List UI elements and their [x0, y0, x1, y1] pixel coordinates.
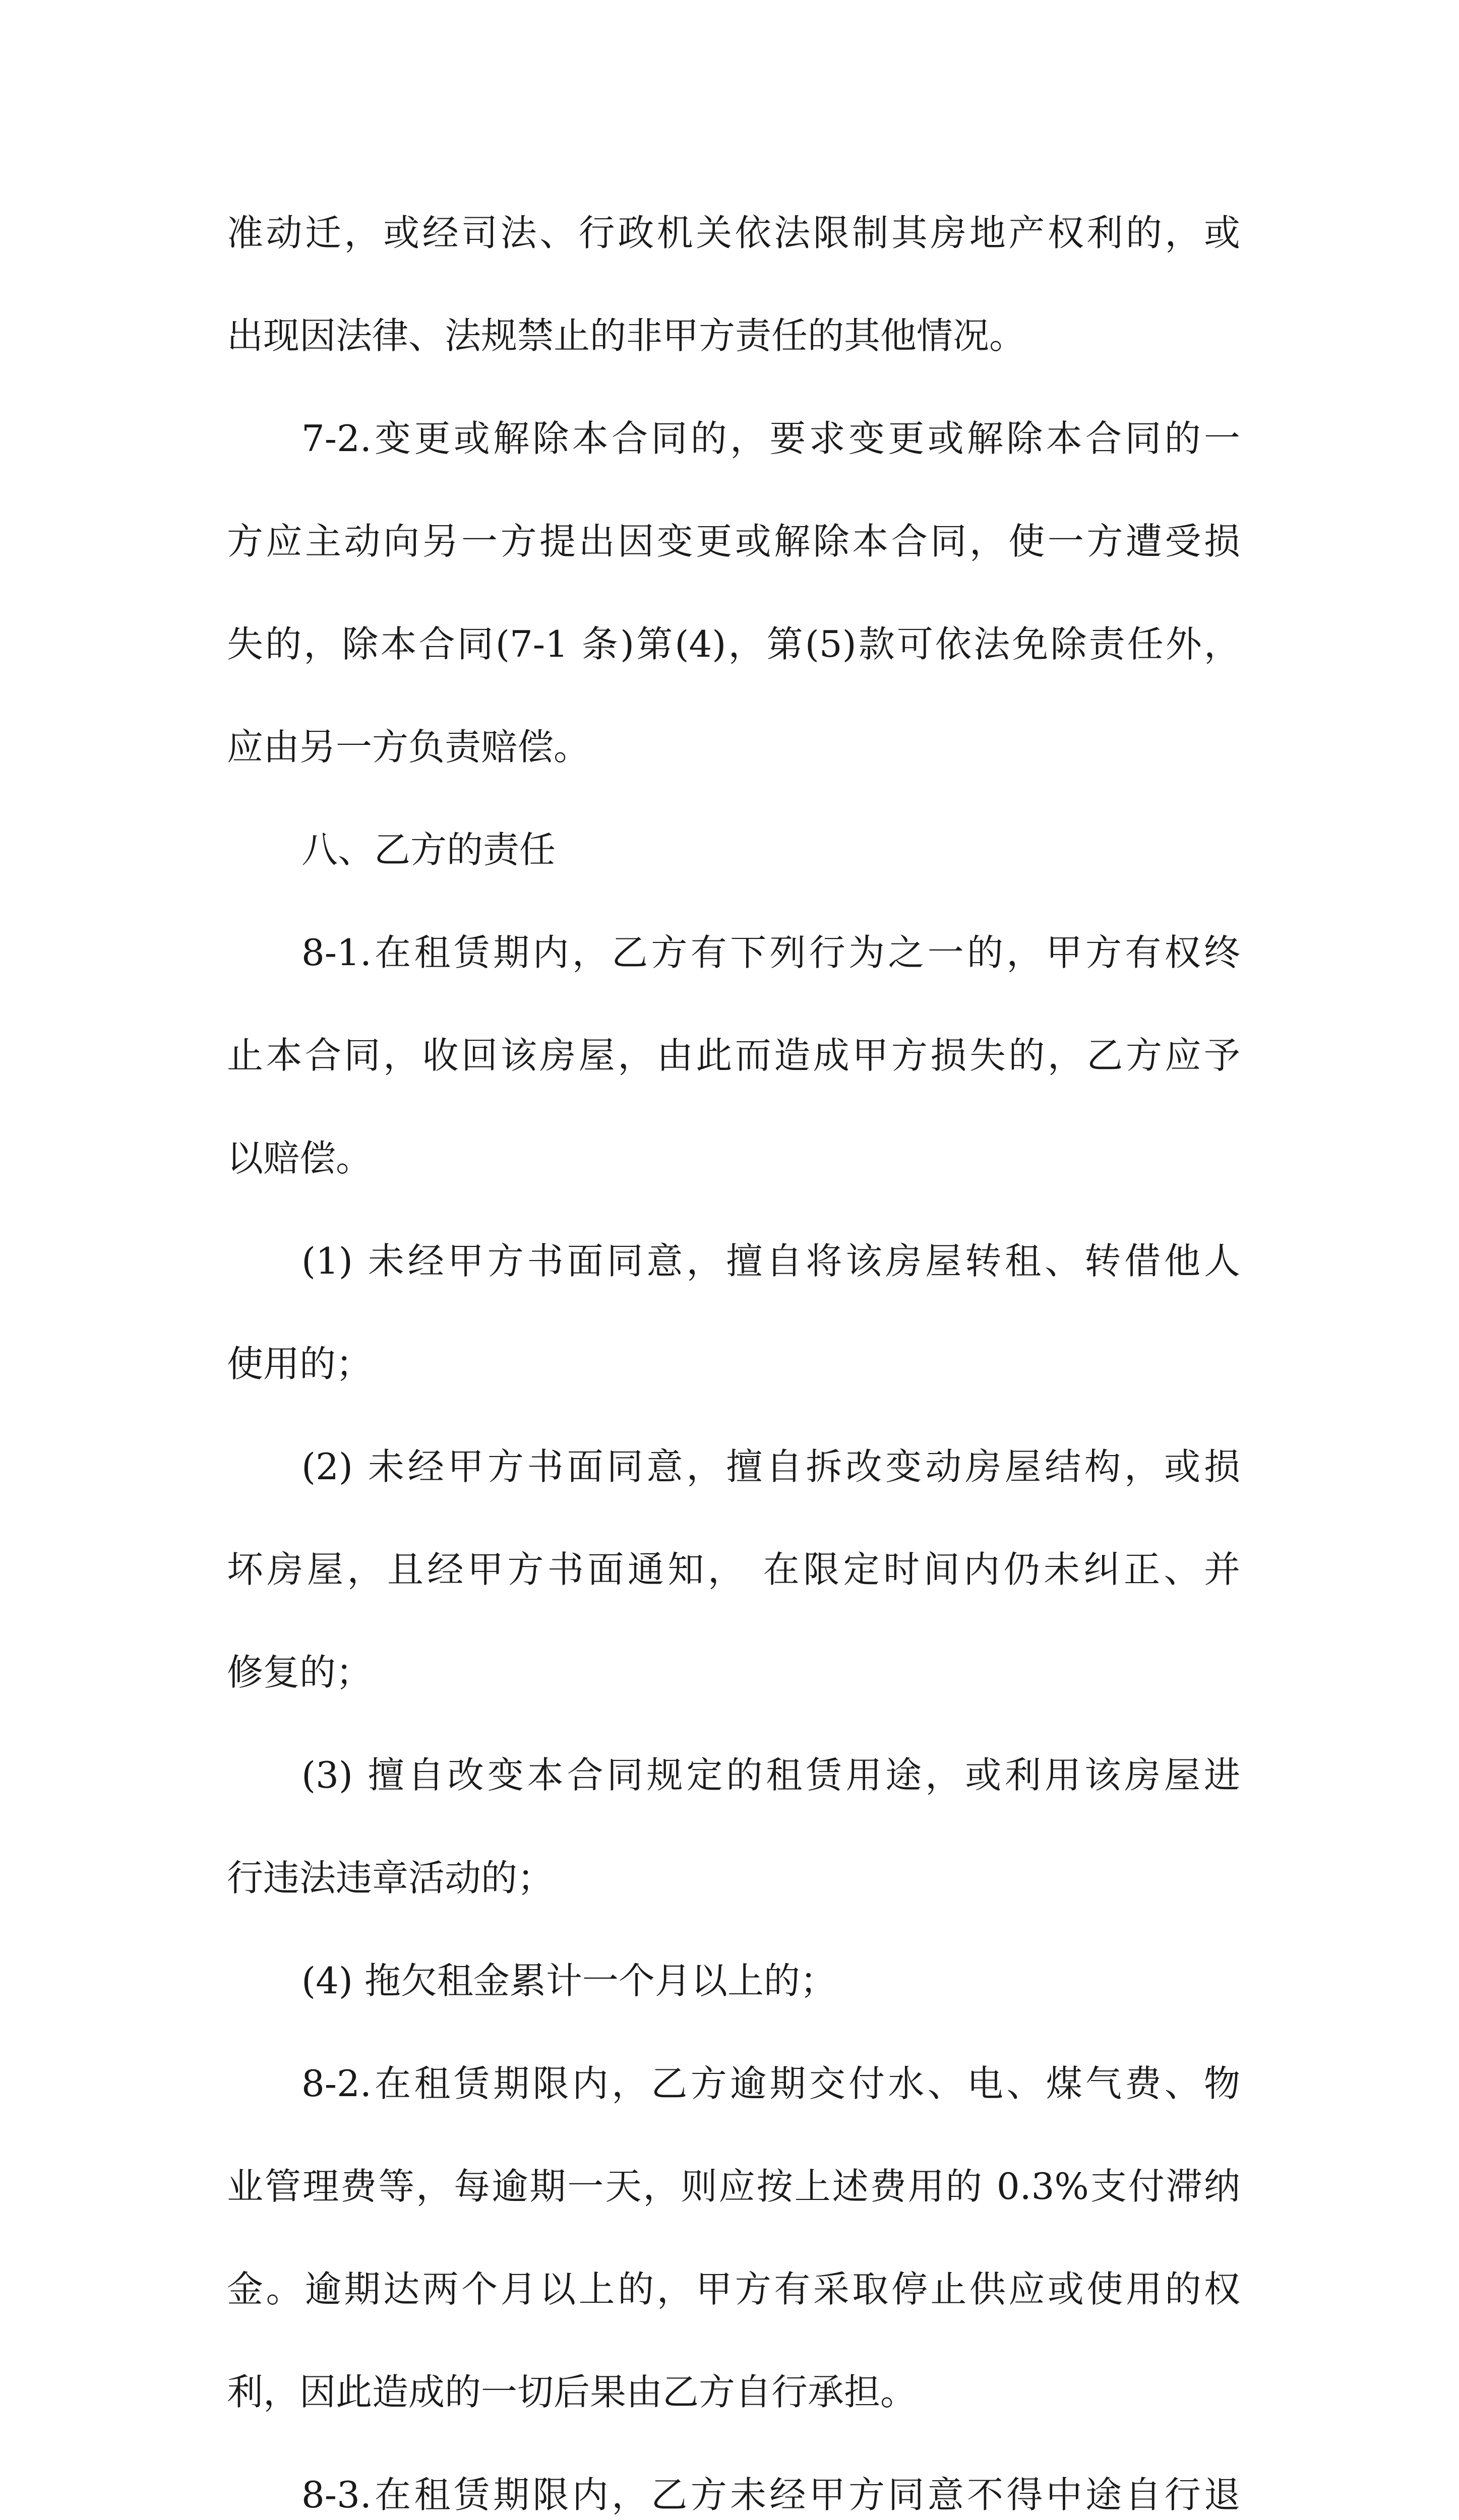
text-line: 8-1.在租赁期内，乙方有下列行为之一的，甲方有权终 — [301, 931, 1240, 974]
text-line: 失的，除本合同(7-1 条)第(4)，第(5)款可依法免除责任外， — [227, 623, 1240, 665]
list-item: (4) 拖欠租金累计一个月以上的； — [301, 1960, 836, 2002]
section-heading: 八、乙方的责任 — [301, 829, 556, 871]
list-item: (3) 擅自改变本合同规定的租赁用途，或利用该房屋进 — [301, 1754, 1240, 1796]
text-line: 出现因法律、法规禁止的非甲方责任的其他情况。 — [227, 314, 1026, 357]
text-line: 利，因此造成的一切后果由乙方自行承担。 — [227, 2371, 917, 2413]
text-line: 8-2.在租赁期限内，乙方逾期交付水、电、煤气费、物 — [301, 2062, 1240, 2105]
text-line: 以赔偿。 — [227, 1137, 373, 1179]
text-line: 行违法违章活动的； — [227, 1857, 554, 1899]
text-line: 7-2.变更或解除本合同的，要求变更或解除本合同的一 — [301, 417, 1240, 460]
text-line: 使用的； — [227, 1343, 373, 1385]
text-line: 业管理费等，每逾期一天，则应按上述费用的 0.3%支付滞纳 — [227, 2165, 1240, 2208]
text-line: 准动迁，或经司法、行政机关依法限制其房地产权利的，或 — [227, 212, 1240, 254]
list-item: (2) 未经甲方书面同意，擅自拆改变动房屋结构，或损 — [301, 1445, 1240, 1488]
text-line: 止本合同，收回该房屋，由此而造成甲方损失的，乙方应予 — [227, 1034, 1240, 1077]
text-line: 坏房屋，且经甲方书面通知， 在限定时间内仍未纠正、并 — [227, 1548, 1240, 1591]
text-line: 应由另一方负责赔偿。 — [227, 726, 590, 768]
contract-body-text — [227, 181, 1240, 2520]
text-line: 8-3.在租赁期限内，乙方未经甲方同意不得中途自行退 — [301, 2474, 1240, 2516]
list-item: (1) 未经甲方书面同意，擅自将该房屋转租、转借他人 — [301, 1240, 1240, 1282]
text-line: 金。逾期达两个月以上的，甲方有采取停止供应或使用的权 — [227, 2268, 1240, 2310]
text-line: 修复的； — [227, 1651, 373, 1693]
text-line: 方应主动向另一方提出因变更或解除本合同，使一方遭受损 — [227, 520, 1240, 562]
